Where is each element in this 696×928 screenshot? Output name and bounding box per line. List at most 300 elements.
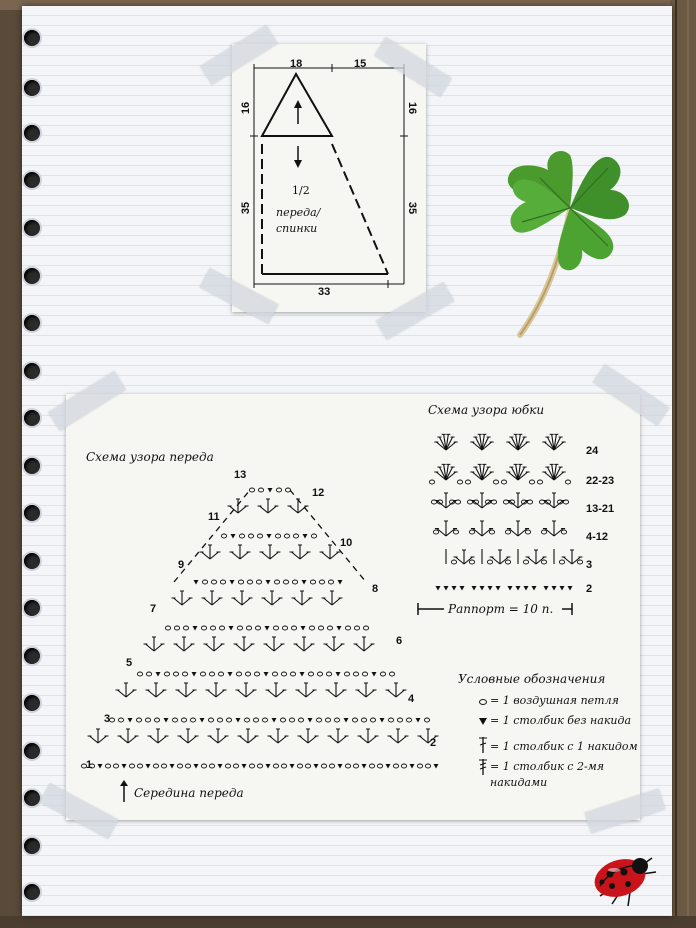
chain-stitch [453, 530, 458, 534]
chain-stitch [406, 718, 411, 722]
pattern-edge [174, 490, 250, 582]
single-crochet [122, 764, 127, 769]
single-crochet [516, 586, 521, 591]
skirt-row-number: 13-21 [586, 503, 615, 515]
chain-stitch [298, 718, 303, 722]
stitch-post [366, 690, 374, 697]
chain-stitch [363, 626, 368, 630]
stitch-fan [148, 729, 169, 743]
left-upper-measure: 16 [240, 101, 253, 115]
binder-hole [24, 80, 40, 96]
stitch-post [246, 690, 254, 697]
chain-stitch [525, 530, 530, 534]
stitch-post [276, 690, 284, 697]
chain-stitch [137, 764, 142, 768]
chain-stitch [291, 626, 296, 630]
chain-stitch-icon [478, 697, 488, 707]
stitch-post [260, 506, 268, 513]
single-crochet [496, 586, 501, 591]
stitch-post [264, 598, 272, 605]
stitch-post [238, 690, 246, 697]
stitch-fan [118, 729, 139, 743]
chain-stitch [501, 480, 506, 484]
binder-hole [24, 505, 40, 521]
single-crochet [560, 586, 565, 591]
row-number: 13 [234, 469, 247, 481]
single-crochet [386, 764, 391, 769]
chain-stitch [317, 672, 322, 676]
stitch-post [148, 690, 156, 697]
front-back-label-2: спинки [276, 222, 318, 235]
chain-stitch [165, 626, 170, 630]
stitch-post [326, 644, 334, 651]
stitch-post [126, 690, 134, 697]
stitch-post [202, 552, 210, 559]
stitch-fan [238, 729, 259, 743]
chain-stitch [493, 480, 498, 484]
skirt-row-number: 3 [586, 559, 593, 571]
single-crochet [524, 586, 529, 591]
chain-stitch [431, 500, 436, 504]
stitch-fan [266, 683, 287, 697]
row-number: 8 [372, 583, 379, 595]
chain-stitch [283, 580, 288, 584]
single-crochet [264, 672, 269, 677]
single-crochet [218, 764, 223, 769]
stitch-post [390, 736, 398, 743]
front-back-label: переда/ [276, 206, 321, 219]
stitch-post [182, 598, 190, 605]
stitch-post [218, 736, 226, 743]
chain-stitch [208, 718, 213, 722]
chain-stitch [290, 672, 295, 676]
chain-stitch [491, 500, 496, 504]
single-crochet [338, 764, 343, 769]
stitch-post [358, 690, 366, 697]
stitch-post [208, 690, 216, 697]
stitch-fan [88, 729, 109, 743]
single-crochet-icon [478, 716, 488, 726]
single-crochet [236, 718, 241, 723]
chain-stitch [262, 718, 267, 722]
stitch-post [176, 644, 184, 651]
row-number: 9 [178, 559, 185, 571]
stitch-fan [230, 545, 251, 559]
single-crochet [268, 488, 273, 493]
chain-stitch [136, 718, 141, 722]
schematic-drawing [232, 44, 426, 312]
stitch-fan [262, 591, 283, 605]
stitch-post [360, 736, 368, 743]
stitch-post [368, 736, 376, 743]
stitch-fan [358, 729, 379, 743]
single-crochet [156, 672, 161, 677]
stitch-fan [324, 637, 345, 651]
up-arrow-icon [118, 780, 130, 802]
single-crochet [416, 718, 421, 723]
legend-title: Условные обозначения [458, 672, 606, 686]
chain-stitch [393, 764, 398, 768]
chain-stitch [297, 764, 302, 768]
stitch-post [118, 690, 126, 697]
chain-stitch [539, 500, 544, 504]
double-crochet-icon [478, 736, 488, 754]
binder-hole [24, 790, 40, 806]
stitch-fan [228, 499, 249, 513]
binder-hole [24, 172, 40, 188]
chain-stitch [353, 672, 358, 676]
stitch-post [214, 644, 222, 651]
single-crochet [552, 586, 557, 591]
single-crochet [265, 626, 270, 631]
stitch-post [300, 552, 308, 559]
chain-stitch [293, 534, 298, 538]
chain-stitch [489, 530, 494, 534]
stitch-post [336, 690, 344, 697]
chain-stitch [433, 530, 438, 534]
chain-stitch [273, 626, 278, 630]
single-crochet [452, 586, 457, 591]
stitch-fan [292, 591, 313, 605]
binder-hole [24, 30, 40, 46]
chain-stitch [181, 718, 186, 722]
row-number: 11 [208, 511, 220, 523]
single-crochet [508, 586, 513, 591]
chain-stitch [487, 560, 492, 564]
stitch-post [98, 736, 106, 743]
chain-stitch [451, 560, 456, 564]
stitch-post [324, 598, 332, 605]
chain-stitch [361, 718, 366, 722]
stitch-post [338, 736, 346, 743]
stitch-post [210, 552, 218, 559]
stitch-fan [144, 637, 165, 651]
chain-stitch [201, 626, 206, 630]
stitch-fan [328, 729, 349, 743]
stitch-post [248, 736, 256, 743]
chain-stitch [182, 672, 187, 676]
stitch-post [364, 644, 372, 651]
binder-hole [24, 884, 40, 900]
chain-stitch [327, 626, 332, 630]
single-crochet [242, 764, 247, 769]
stitch-post [268, 506, 276, 513]
stitch-post [302, 598, 310, 605]
chain-stitch [256, 580, 261, 584]
single-crochet [568, 586, 573, 591]
chain-stitch [282, 626, 287, 630]
stitch-post [398, 736, 406, 743]
stitch-post [262, 552, 270, 559]
chain-stitch [369, 764, 374, 768]
chain-stitch [505, 560, 510, 564]
binder-hole [24, 600, 40, 616]
stitch-post [238, 506, 246, 513]
stitch-post [240, 552, 248, 559]
chain-stitch [257, 534, 262, 538]
chain-stitch [284, 534, 289, 538]
stitch-fan [260, 545, 281, 559]
single-crochet [480, 586, 485, 591]
chain-stitch [218, 672, 223, 676]
single-crochet [532, 586, 537, 591]
stitch-fan [172, 591, 193, 605]
chain-stitch [164, 672, 169, 676]
front-title: Схема узора переда [86, 450, 214, 464]
stitch-fan [204, 637, 225, 651]
stitch-fan [178, 729, 199, 743]
chain-stitch [563, 500, 568, 504]
chain-stitch [289, 718, 294, 722]
stitch-post [232, 552, 240, 559]
chain-stitch [254, 672, 259, 676]
stitch-fan [264, 637, 285, 651]
chain-stitch [311, 534, 316, 538]
binder-hole [24, 838, 40, 854]
stitch-fan [470, 434, 493, 450]
chain-stitch [244, 718, 249, 722]
skirt-repeat: Раппорт = 10 п. [448, 602, 554, 616]
chain-stitch [308, 672, 313, 676]
single-crochet [193, 626, 198, 631]
stitch-fan [298, 729, 319, 743]
stitch-fan [290, 545, 311, 559]
single-crochet [192, 672, 197, 677]
chain-stitch [325, 718, 330, 722]
chain-stitch [161, 764, 166, 768]
stitch-fan [146, 683, 167, 697]
front-pattern-chart [80, 456, 440, 796]
binder-hole [24, 458, 40, 474]
stitch-post [90, 736, 98, 743]
chain-stitch [173, 672, 178, 676]
chain-stitch [424, 718, 429, 722]
single-crochet [362, 764, 367, 769]
chain-stitch [529, 480, 534, 484]
single-crochet [337, 626, 342, 631]
stitch-post [158, 736, 166, 743]
chain-stitch [200, 672, 205, 676]
chain-stitch [113, 764, 118, 768]
chain-stitch [109, 718, 114, 722]
stitch-post [244, 644, 252, 651]
ladybug-icon [582, 848, 662, 908]
chain-stitch [467, 500, 472, 504]
stitch-post [274, 644, 282, 651]
stitch-post [304, 644, 312, 651]
chain-stitch [370, 718, 375, 722]
chain-stitch [503, 500, 508, 504]
chain-stitch [321, 764, 326, 768]
stitch-fan [202, 591, 223, 605]
chain-stitch [253, 718, 258, 722]
half-fraction: 1/2 [292, 184, 310, 197]
row-number: 5 [126, 657, 133, 669]
single-crochet [200, 718, 205, 723]
stitch-post [266, 644, 274, 651]
stitch-fan [234, 637, 255, 651]
chain-stitch [272, 672, 277, 676]
chain-stitch [225, 764, 230, 768]
chain-stitch [177, 764, 182, 768]
single-crochet [336, 672, 341, 677]
single-crochet [266, 580, 271, 585]
chain-stitch [345, 764, 350, 768]
stitch-post [270, 736, 278, 743]
legend-item: накидами [490, 776, 548, 789]
stitch-post [332, 598, 340, 605]
stitch-post [298, 506, 306, 513]
single-crochet [380, 718, 385, 723]
chain-stitch [541, 560, 546, 564]
stitch-post [298, 690, 306, 697]
single-crochet [229, 626, 234, 631]
single-crochet [372, 672, 377, 677]
stitch-post [178, 690, 186, 697]
left-lower-measure: 35 [240, 201, 253, 215]
stitch-fan [506, 434, 529, 450]
chain-stitch [505, 530, 510, 534]
chain-stitch [362, 672, 367, 676]
single-crochet [301, 626, 306, 631]
single-crochet [344, 718, 349, 723]
chain-stitch [211, 580, 216, 584]
stitch-post [120, 736, 128, 743]
chain-stitch [238, 580, 243, 584]
chain-stitch [377, 764, 382, 768]
stitch-post [292, 552, 300, 559]
stitch-post [322, 552, 330, 559]
binder-hole [24, 648, 40, 664]
chain-stitch [276, 488, 281, 492]
chain-stitch [201, 764, 206, 768]
stitch-post [306, 690, 314, 697]
row-number: 1 [86, 759, 93, 771]
stitch-fan [506, 464, 529, 480]
single-crochet [194, 764, 199, 769]
stitch-post [356, 644, 364, 651]
binder-hole [24, 363, 40, 379]
stitch-post [212, 598, 220, 605]
chain-stitch [559, 560, 564, 564]
stitch-post [330, 736, 338, 743]
chain-stitch [401, 764, 406, 768]
stitch-post [216, 690, 224, 697]
repeat-bracket [416, 602, 576, 616]
single-crochet [314, 764, 319, 769]
chain-stitch [255, 626, 260, 630]
row-number: 3 [104, 713, 111, 725]
stitch-fan [354, 637, 375, 651]
chain-stitch [249, 764, 254, 768]
chain-stitch [248, 534, 253, 538]
stitch-fan [116, 683, 137, 697]
chain-stitch [237, 626, 242, 630]
pattern-edge [290, 490, 366, 582]
stitch-fan [386, 683, 407, 697]
stitch-post [334, 644, 342, 651]
binder-hole [24, 315, 40, 331]
single-crochet [308, 718, 313, 723]
binder-hole [24, 125, 40, 141]
stitch-fan [434, 464, 457, 480]
stitch-fan [470, 464, 493, 480]
binder-hole [24, 553, 40, 569]
single-crochet [488, 586, 493, 591]
sizing-schematic [232, 44, 426, 312]
chain-stitch [245, 672, 250, 676]
stitch-fan [326, 683, 347, 697]
single-crochet [194, 580, 199, 585]
chain-stitch [209, 764, 214, 768]
binder-hole [24, 410, 40, 426]
chain-stitch [285, 488, 290, 492]
chain-stitch [210, 626, 215, 630]
stitch-post [174, 598, 182, 605]
chain-stitch [397, 718, 402, 722]
stitch-post [240, 736, 248, 743]
row-number: 7 [150, 603, 157, 615]
chain-stitch [305, 764, 310, 768]
stitch-post [180, 736, 188, 743]
stitch-post [150, 736, 158, 743]
top-measure: 18 [290, 58, 303, 70]
top-right-measure: 15 [354, 58, 367, 70]
single-crochet [302, 580, 307, 585]
chain-stitch [316, 718, 321, 722]
stitch-fan [434, 434, 457, 450]
row-number: 6 [396, 635, 403, 647]
single-crochet [266, 764, 271, 769]
single-crochet [338, 580, 343, 585]
chain-stitch [246, 626, 251, 630]
stitch-fan [356, 683, 377, 697]
binder-hole [24, 220, 40, 236]
stitch-fan [296, 683, 317, 697]
stitch-fan [208, 729, 229, 743]
chain-stitch [221, 534, 226, 538]
stitch-post [296, 644, 304, 651]
single-crochet [146, 764, 151, 769]
chain-stitch [258, 488, 263, 492]
chain-stitch [129, 764, 134, 768]
chain-stitch [537, 480, 542, 484]
chain-stitch [247, 580, 252, 584]
chain-stitch [429, 480, 434, 484]
chain-stitch [183, 626, 188, 630]
single-crochet [410, 764, 415, 769]
chain-stitch [281, 672, 286, 676]
single-crochet [290, 764, 295, 769]
binder-hole [24, 268, 40, 284]
skirt-row-number: 2 [586, 583, 593, 595]
chain-stitch [174, 626, 179, 630]
single-crochet [267, 534, 272, 539]
stitch-fan [294, 637, 315, 651]
stitch-fan [232, 591, 253, 605]
chain-stitch [118, 718, 123, 722]
legend-item: = 1 столбик без накида [490, 714, 631, 727]
stitch-fan [320, 545, 341, 559]
stitch-fan [258, 499, 279, 513]
chain-stitch [388, 718, 393, 722]
chain-stitch [105, 764, 110, 768]
chain-stitch [329, 764, 334, 768]
chain-stitch [292, 580, 297, 584]
chain-stitch [217, 718, 222, 722]
chain-stitch [326, 672, 331, 676]
stitch-post [204, 598, 212, 605]
